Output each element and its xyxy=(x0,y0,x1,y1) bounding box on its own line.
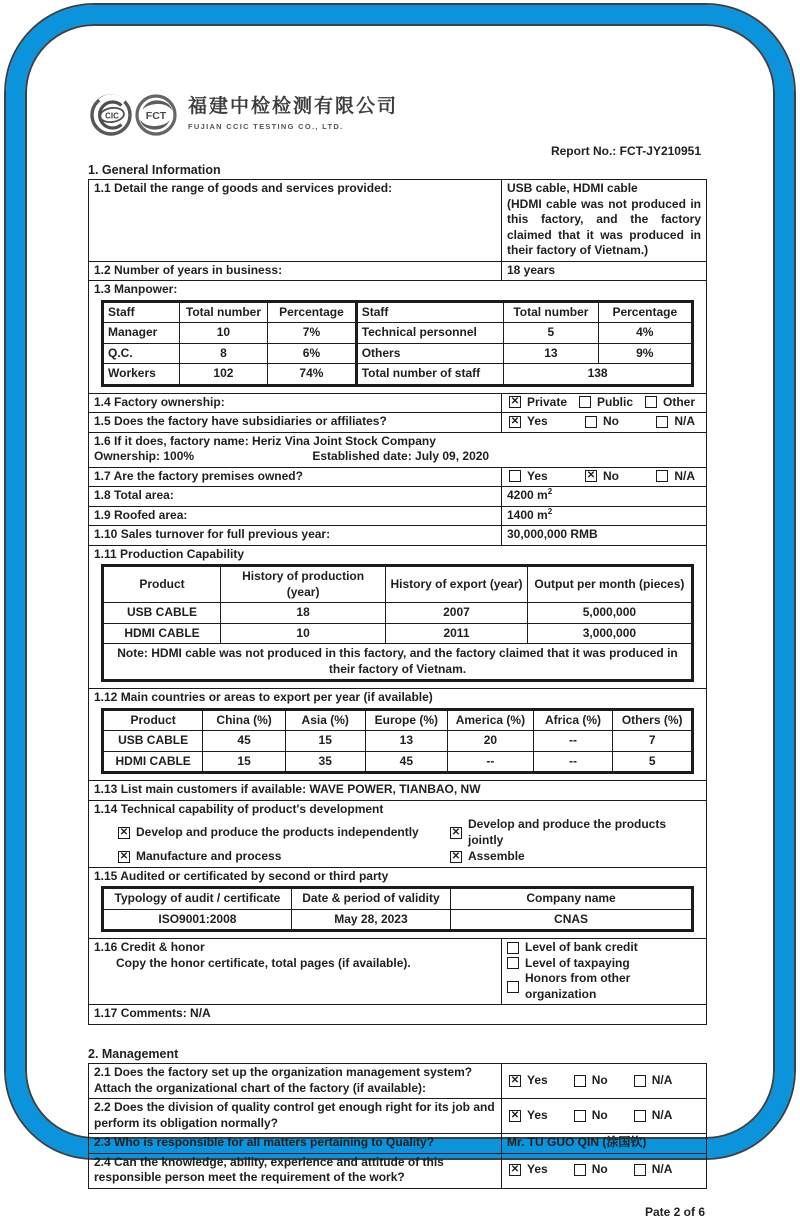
cell-value: 30,000,000 RMB xyxy=(502,526,707,546)
cell: 4% xyxy=(598,323,692,344)
management-table xyxy=(88,1063,707,1189)
cell-credit-honor xyxy=(89,939,502,1005)
header-cell: Product xyxy=(103,709,203,731)
cell: -- xyxy=(448,751,534,773)
cell-label xyxy=(89,467,502,487)
header-cell: America (%) xyxy=(448,709,534,731)
checkbox-icon: ✕ xyxy=(118,827,130,839)
header-cell: Output per month (pieces) xyxy=(527,566,692,603)
cell: Technical personnel xyxy=(356,323,504,344)
cell: 3,000,000 xyxy=(527,623,692,644)
export-header-row xyxy=(103,709,693,731)
cell-options xyxy=(502,467,707,487)
field-label: 1.8 Total area: xyxy=(94,488,174,502)
checkbox-no[interactable] xyxy=(574,1108,608,1124)
cell-question xyxy=(89,1064,502,1099)
checkbox-icon xyxy=(585,416,597,428)
field-label: 1.1 Detail the range of goods and services provided: xyxy=(94,181,392,195)
header-cell: Company name xyxy=(451,888,693,910)
checkbox-icon xyxy=(634,1110,646,1122)
cell-manpower xyxy=(89,281,707,394)
superscript: 2 xyxy=(548,487,552,496)
cell: 8 xyxy=(179,343,268,364)
cell: 5 xyxy=(504,323,598,344)
checkbox-icon xyxy=(634,1164,646,1176)
cell: 10 xyxy=(179,323,268,344)
cell: -- xyxy=(533,731,613,752)
checkbox-label: Yes xyxy=(527,414,548,430)
checkbox-label: Yes xyxy=(527,469,548,485)
checkbox-na[interactable] xyxy=(656,414,695,430)
cell-comments xyxy=(89,1005,707,1025)
checkbox-na[interactable] xyxy=(634,1108,673,1124)
header-cell: Product xyxy=(103,566,221,603)
checkbox-icon: ✕ xyxy=(509,416,521,428)
production-table xyxy=(101,564,694,682)
cell-capability xyxy=(89,800,707,867)
cell: 7% xyxy=(268,323,357,344)
header-cell: Staff xyxy=(356,301,504,323)
question-text: 2.4 Can the knowledge, ability, experience and attitude of this responsible person meet the requirement of the work? xyxy=(94,1155,444,1185)
row-1-3 xyxy=(89,281,707,394)
row-1-11 xyxy=(89,545,707,689)
field-label: 1.11 Production Capability xyxy=(94,547,701,563)
cell: 2011 xyxy=(386,623,528,644)
report-number: Report No.: FCT-JY210951 xyxy=(88,144,707,160)
checkbox-icon xyxy=(507,957,519,969)
cell: 18 xyxy=(221,603,386,624)
checkbox-icon xyxy=(656,416,668,428)
checkbox-label: Develop and produce the products independently xyxy=(136,825,419,841)
cell: CNAS xyxy=(451,909,693,931)
cell: HDMI CABLE xyxy=(103,751,203,773)
checkbox-label: Assemble xyxy=(468,849,525,865)
checkbox-icon xyxy=(645,396,657,408)
value-note: (HDMI cable was not produced in this factory, and the factory claimed that it was produced in their factory of Vietnam.) xyxy=(507,197,701,259)
document-page xyxy=(88,90,707,1220)
checkbox-label: No xyxy=(592,1108,608,1124)
cell-production xyxy=(89,545,707,689)
cell-options xyxy=(502,1153,707,1188)
manpower-header-row xyxy=(103,301,693,323)
checkbox-icon xyxy=(509,470,521,482)
cell: Manager xyxy=(103,323,180,344)
checkbox-no[interactable] xyxy=(574,1162,608,1178)
note-cell: Note: HDMI cable was not produced in this factory, and the factory claimed that it was produced in their factory of Vietnam. xyxy=(103,644,693,681)
page-number: Pate 2 of 6 xyxy=(88,1205,707,1220)
export-row xyxy=(103,731,693,752)
superscript: 2 xyxy=(548,507,552,516)
audit-header-row xyxy=(103,888,693,910)
checkbox-icon: ✕ xyxy=(585,470,597,482)
field-label: 1.13 List main customers if available: WAVE POWER, TIANBAO, NW xyxy=(94,782,481,796)
checkbox-icon: ✕ xyxy=(509,1164,521,1176)
manpower-row xyxy=(103,364,693,386)
cell-answer: Mr. TU GUO QIN (涂国钦) xyxy=(502,1134,707,1154)
cell-label xyxy=(89,526,502,546)
checkbox-assemble[interactable] xyxy=(450,849,701,865)
cell: 15 xyxy=(203,751,286,773)
checkbox-no[interactable] xyxy=(585,414,619,430)
checkbox-label: Other xyxy=(663,395,695,411)
cell-question xyxy=(89,1099,502,1134)
checkbox-label: No xyxy=(603,469,619,485)
cell: 35 xyxy=(285,751,365,773)
checkbox-label: Yes xyxy=(527,1108,548,1124)
checkbox-label: Manufacture and process xyxy=(136,849,281,865)
field-label: 1.3 Manpower: xyxy=(94,282,701,298)
checkbox-public[interactable] xyxy=(579,395,633,411)
cell-question xyxy=(89,1153,502,1188)
checkbox-label: N/A xyxy=(652,1108,673,1124)
header-cell: History of production (year) xyxy=(221,566,386,603)
cell: Others xyxy=(356,343,504,364)
field-label: 1.15 Audited or certificated by second or third party xyxy=(94,869,701,885)
cell: Workers xyxy=(103,364,180,386)
company-logo-icon xyxy=(88,92,180,138)
checkbox-label: No xyxy=(592,1073,608,1089)
row-1-4 xyxy=(89,393,707,413)
checkbox-na[interactable] xyxy=(634,1162,673,1178)
checkbox-icon xyxy=(574,1075,586,1087)
cell-value: 18 years xyxy=(502,261,707,281)
cell: 2007 xyxy=(386,603,528,624)
row-2-2 xyxy=(89,1099,707,1134)
cell: USB CABLE xyxy=(103,603,221,624)
svg-text:FCT: FCT xyxy=(146,110,167,122)
section-2-title: 2. Management xyxy=(88,1047,707,1063)
checkbox-label: Yes xyxy=(527,1162,548,1178)
header-cell: Total number xyxy=(179,301,268,323)
cell: 20 xyxy=(448,731,534,752)
checkbox-no[interactable] xyxy=(585,469,619,485)
checkbox-icon xyxy=(634,1075,646,1087)
checkbox-yes[interactable] xyxy=(509,469,548,485)
header-cell: Others (%) xyxy=(613,709,693,731)
header-cell: Percentage xyxy=(268,301,357,323)
cell-audit xyxy=(89,867,707,939)
cell-options xyxy=(502,413,707,433)
cell-value xyxy=(502,506,707,526)
cell: ISO9001:2008 xyxy=(103,909,292,931)
checkbox-bank-credit[interactable] xyxy=(507,940,701,956)
svg-text:CIC: CIC xyxy=(105,112,119,121)
company-name-chinese: 福建中检检测有限公司 xyxy=(188,96,398,117)
checkbox-icon xyxy=(507,942,519,954)
question-text: 2.3 Who is responsible for all matters pertaining to Quality? xyxy=(94,1135,434,1149)
field-label: 1.10 Sales turnover for full previous year: xyxy=(94,527,330,541)
checkbox-label: N/A xyxy=(652,1162,673,1178)
row-2-4 xyxy=(89,1153,707,1188)
header-cell: Staff xyxy=(103,301,180,323)
row-1-9 xyxy=(89,506,707,526)
cell: 13 xyxy=(365,731,448,752)
header-cell: Percentage xyxy=(598,301,692,323)
cell: Total number of staff xyxy=(356,364,504,386)
checkbox-label: No xyxy=(603,414,619,430)
checkbox-icon xyxy=(656,470,668,482)
checkbox-no[interactable] xyxy=(574,1073,608,1089)
cell-subsidiary xyxy=(89,432,707,467)
header-cell: China (%) xyxy=(203,709,286,731)
field-label: 1.14 Technical capability of product's development xyxy=(94,802,701,818)
checkbox-label: Yes xyxy=(527,1073,548,1089)
field-label: 1.17 Comments: N/A xyxy=(94,1006,211,1020)
manpower-row xyxy=(103,343,693,364)
checkbox-icon xyxy=(574,1164,586,1176)
checkbox-yes[interactable] xyxy=(509,414,548,430)
header-cell: Total number xyxy=(504,301,598,323)
checkbox-manufacture-process[interactable] xyxy=(118,849,450,865)
row-1-6 xyxy=(89,432,707,467)
cell: -- xyxy=(533,751,613,773)
cell-options xyxy=(502,1099,707,1134)
checkbox-label: Public xyxy=(597,395,633,411)
cell-question xyxy=(89,1134,502,1154)
checkbox-honors-other[interactable] xyxy=(507,971,701,1002)
production-note-row xyxy=(103,644,693,681)
audit-table xyxy=(101,886,694,932)
checkbox-develop-independently[interactable] xyxy=(118,817,450,848)
cell-customers xyxy=(89,781,707,801)
checkbox-label: Develop and produce the products jointly xyxy=(468,817,701,848)
ownership-value: Ownership: 100% xyxy=(94,449,309,465)
field-label: 1.16 Credit & honor xyxy=(94,940,496,956)
checkbox-develop-jointly[interactable] xyxy=(450,817,701,848)
row-1-2 xyxy=(89,261,707,281)
checkbox-yes[interactable] xyxy=(509,1108,548,1124)
cell-label xyxy=(89,180,502,262)
checkbox-label: Level of taxpaying xyxy=(525,956,630,972)
checkbox-taxpaying[interactable] xyxy=(507,956,701,972)
row-1-12 xyxy=(89,689,707,781)
header-cell: Europe (%) xyxy=(365,709,448,731)
production-row xyxy=(103,603,693,624)
row-1-13 xyxy=(89,781,707,801)
cell-label xyxy=(89,261,502,281)
row-1-5 xyxy=(89,413,707,433)
manpower-table xyxy=(101,300,694,387)
row-1-8 xyxy=(89,487,707,507)
area-value: 1400 m xyxy=(507,508,548,522)
cell-value xyxy=(502,180,707,262)
row-1-15 xyxy=(89,867,707,939)
question-text: 2.1 Does the factory set up the organization management system? Attach the organizational chart of the factory (if available): xyxy=(94,1065,472,1095)
export-row xyxy=(103,751,693,773)
checkbox-private[interactable] xyxy=(509,395,567,411)
checkbox-label: Honors from other organization xyxy=(525,971,701,1002)
field-label: 1.6 If it does, factory name: Heriz Vina Joint Stock Company xyxy=(94,434,701,450)
row-2-3 xyxy=(89,1134,707,1154)
row-1-17 xyxy=(89,1005,707,1025)
checkbox-icon: ✕ xyxy=(118,851,130,863)
cell: 5,000,000 xyxy=(527,603,692,624)
cell: 15 xyxy=(285,731,365,752)
field-label: 1.12 Main countries or areas to export per year (if available) xyxy=(94,690,701,706)
checkbox-label: No xyxy=(592,1162,608,1178)
section-1-title: 1. General Information xyxy=(88,163,707,179)
cell-label xyxy=(89,506,502,526)
production-header-row xyxy=(103,566,693,603)
checkbox-icon xyxy=(579,396,591,408)
company-name-english: FUJIAN CCIC TESTING CO., LTD. xyxy=(188,119,398,135)
checkbox-icon: ✕ xyxy=(450,827,462,839)
cell: 5 xyxy=(613,751,693,773)
cell: 102 xyxy=(179,364,268,386)
header-cell: Date & period of validity xyxy=(291,888,450,910)
cell-value xyxy=(502,487,707,507)
cell: 9% xyxy=(598,343,692,364)
audit-row xyxy=(103,909,693,931)
field-label: 1.7 Are the factory premises owned? xyxy=(94,469,303,483)
field-label: 1.9 Roofed area: xyxy=(94,508,187,522)
cell: USB CABLE xyxy=(103,731,203,752)
cell-label xyxy=(89,413,502,433)
general-info-table xyxy=(88,179,707,1025)
cell-options xyxy=(502,939,707,1005)
row-1-16 xyxy=(89,939,707,1005)
field-label: 1.2 Number of years in business: xyxy=(94,263,282,277)
cell: 45 xyxy=(203,731,286,752)
field-label: 1.4 Factory ownership: xyxy=(94,395,225,409)
cell: 10 xyxy=(221,623,386,644)
checkbox-na[interactable] xyxy=(634,1073,673,1089)
cell: 138 xyxy=(504,364,693,386)
row-1-14 xyxy=(89,800,707,867)
header-cell: History of export (year) xyxy=(386,566,528,603)
cell-label xyxy=(89,487,502,507)
cell-options xyxy=(502,393,707,413)
checkbox-other[interactable] xyxy=(645,395,695,411)
cell-options xyxy=(502,1064,707,1099)
checkbox-icon xyxy=(507,981,519,993)
value-line: USB cable, HDMI cable xyxy=(507,181,701,197)
established-date: Established date: July 09, 2020 xyxy=(312,449,489,463)
question-text: 2.2 Does the division of quality control get enough right for its job and perform its obligation normally? xyxy=(94,1100,495,1130)
cell: 6% xyxy=(268,343,357,364)
field-label: 1.5 Does the factory have subsidiaries or affiliates? xyxy=(94,414,387,428)
cell-label xyxy=(89,393,502,413)
cell: 45 xyxy=(365,751,448,773)
cell: HDMI CABLE xyxy=(103,623,221,644)
cell: 13 xyxy=(504,343,598,364)
export-table xyxy=(101,708,694,775)
manpower-row xyxy=(103,323,693,344)
checkbox-icon xyxy=(574,1110,586,1122)
checkbox-label: N/A xyxy=(652,1073,673,1089)
area-value: 4200 m xyxy=(507,488,548,502)
cell: Q.C. xyxy=(103,343,180,364)
cell: 7 xyxy=(613,731,693,752)
row-2-1 xyxy=(89,1064,707,1099)
checkbox-icon: ✕ xyxy=(450,851,462,863)
checkbox-icon: ✕ xyxy=(509,1075,521,1087)
checkbox-label: N/A xyxy=(674,414,695,430)
checkbox-yes[interactable] xyxy=(509,1073,548,1089)
row-1-7 xyxy=(89,467,707,487)
cell: May 28, 2023 xyxy=(291,909,450,931)
checkbox-icon: ✕ xyxy=(509,396,521,408)
cell: 74% xyxy=(268,364,357,386)
checkbox-label: N/A xyxy=(674,469,695,485)
company-header xyxy=(88,90,707,140)
header-cell: Typology of audit / certificate xyxy=(103,888,292,910)
checkbox-label: Level of bank credit xyxy=(525,940,638,956)
checkbox-na[interactable] xyxy=(656,469,695,485)
header-cell: Asia (%) xyxy=(285,709,365,731)
checkbox-yes[interactable] xyxy=(509,1162,548,1178)
field-sublabel: Copy the honor certificate, total pages (if available). xyxy=(94,956,496,972)
checkbox-icon: ✕ xyxy=(509,1110,521,1122)
checkbox-label: Private xyxy=(527,395,567,411)
production-row xyxy=(103,623,693,644)
row-1-10 xyxy=(89,526,707,546)
header-cell: Africa (%) xyxy=(533,709,613,731)
company-name xyxy=(188,96,398,135)
row-1-1 xyxy=(89,180,707,262)
cell-export xyxy=(89,689,707,781)
